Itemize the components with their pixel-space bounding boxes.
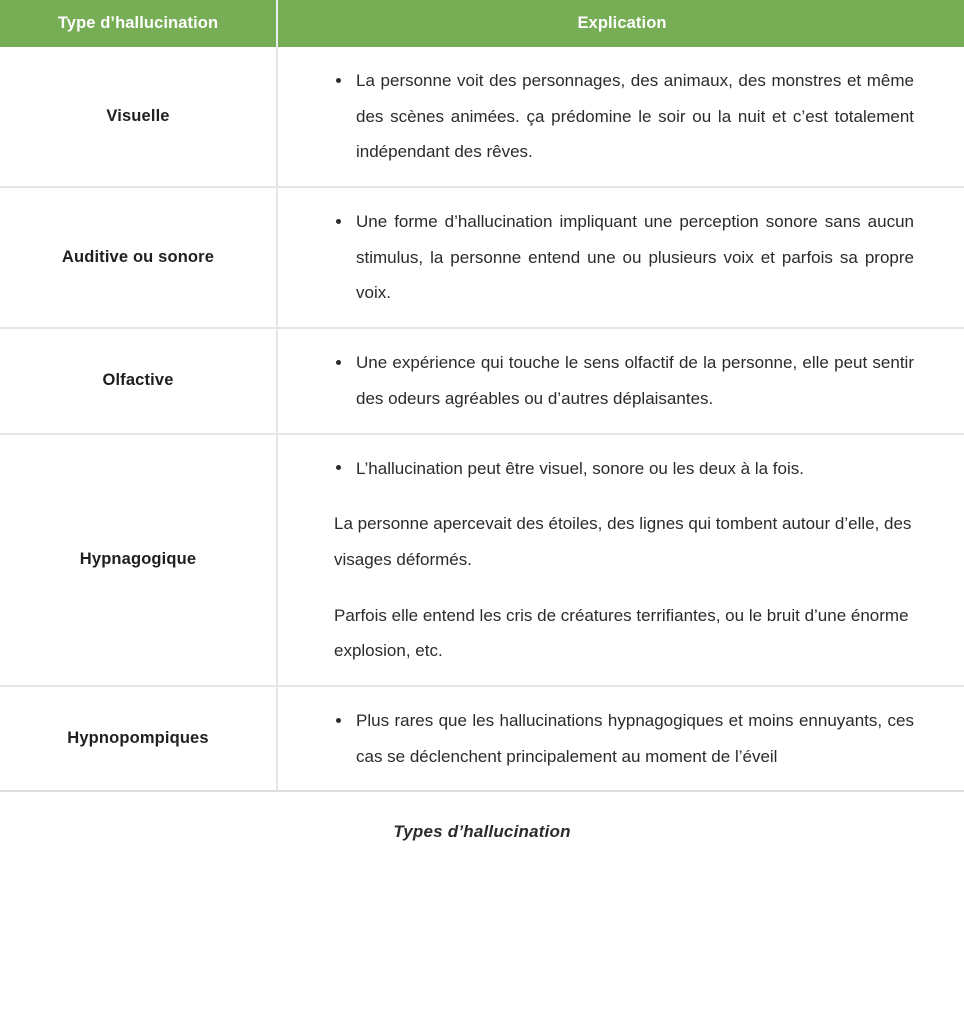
list-item: Une forme d’hallucination impliquant une perception sonore sans aucun stimulus, la personne entend une ou plusieurs voix et parfois sa propre voix. (334, 204, 914, 311)
row-explanation (277, 328, 964, 433)
table-caption: Types d’hallucination (393, 822, 571, 842)
table-row (0, 47, 964, 187)
list-item: La personne voit des personnages, des animaux, des monstres et même des scènes animées. ça prédomine le soir ou la nuit et c’est totalement indépendant des rêves. (334, 63, 914, 170)
explanation-bullet-list (312, 204, 914, 311)
row-type-label: Olfactive (0, 328, 277, 433)
row-explanation (277, 47, 964, 187)
list-item: Plus rares que les hallucinations hypnagogiques et moins ennuyants, ces cas se déclenchent principalement au moment de l’éveil (334, 703, 914, 774)
list-item: L’hallucination peut être visuel, sonore ou les deux à la fois. (334, 451, 914, 487)
row-type-label: Hypnagogique (0, 434, 277, 686)
table-body (0, 47, 964, 791)
table-header (0, 0, 964, 47)
column-header-type: Type d’hallucination (0, 0, 277, 47)
table-row (0, 187, 964, 328)
table-row (0, 686, 964, 791)
explanation-bullet-list (312, 63, 914, 170)
row-type-label: Visuelle (0, 47, 277, 187)
explanation-paragraph: Parfois elle entend les cris de créatures terrifiantes, ou le bruit d’une énorme explosion, etc. (334, 605, 909, 661)
row-explanation (277, 187, 964, 328)
explanation-paragraph: La personne apercevait des étoiles, des lignes qui tombent autour d’elle, des visages déformés. (334, 514, 912, 569)
explanation-bullet-list (312, 345, 914, 416)
row-type-label: Auditive ou sonore (0, 187, 277, 328)
row-explanation (277, 686, 964, 791)
table-header-row (0, 0, 964, 47)
row-explanation (277, 434, 964, 686)
table-row (0, 328, 964, 433)
explanation-bullet-list (312, 451, 914, 487)
table-row (0, 434, 964, 686)
list-item: Une expérience qui touche le sens olfactif de la personne, elle peut sentir des odeurs agréables ou d’autres déplaisantes. (334, 345, 914, 416)
explanation-bullet-list (312, 703, 914, 774)
column-header-explanation: Explication (277, 0, 964, 47)
row-type-label: Hypnopompiques (0, 686, 277, 791)
